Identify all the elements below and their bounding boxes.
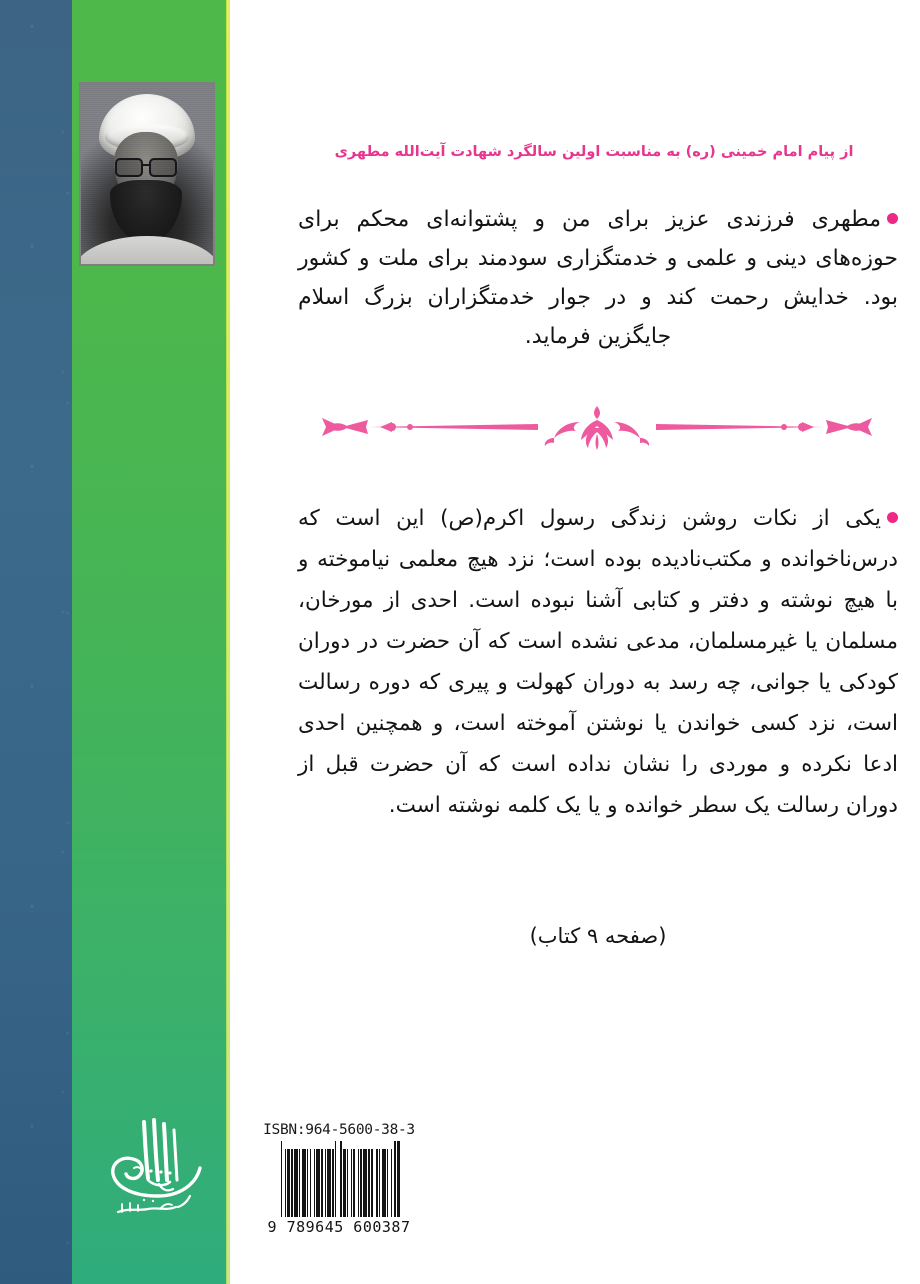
spine-texture	[0, 0, 72, 1284]
bullet-dot-icon	[887, 213, 898, 224]
isbn-text: ISBN:964-5600-38-3	[263, 1122, 415, 1138]
page-reference: (صفحه ۹ کتاب)	[529, 924, 667, 948]
quote-text-1: مطهری فرزندی عزیز برای من و پشتوانه‌ای محکم برای حوزه‌های دینی و علمی و خدمتگزاری سودمند برای ملت و کشور بود. خدایش رحمت کند و در جوار خدمتگزاران بزرگ اسلام جایگزین فرماید.	[298, 207, 898, 349]
barcode-bars	[248, 1141, 430, 1217]
content-area	[230, 0, 920, 1284]
spine-strip	[0, 0, 72, 1284]
ean-digits: 9 789645 600387	[267, 1218, 411, 1236]
ornamental-divider	[292, 398, 902, 456]
publisher-logo	[104, 1108, 208, 1233]
photo-grain-overlay	[81, 84, 213, 264]
quote-block-1	[298, 200, 898, 356]
barcode-block	[248, 1122, 430, 1236]
quote-block-2	[298, 498, 898, 826]
author-portrait-photo	[79, 82, 215, 266]
quote-text-2: یکی از نکات روشن زندگی رسول اکرم(ص) این است که درس‌ناخوانده و مکتب‌نادیده بوده است؛ نزد هیچ معلمی نیاموخته و با هیچ نوشته و دفتر و کتابی آشنا نبوده است. احدی از مورخان، مسلمان یا غیرمسلمان، مدعی نشده است که آن حضرت در دوران کودکی یا جوانی، چه رسد به دوران کهولت و پیری که دوره رسالت است، نزد کسی خواندن یا نوشتن آموخته است، و همچنین احدی ادعا نکرده و موردی را نشان نداده است که آن حضرت قبل از دوران رسالت یک سطر خوانده و یا یک کلمه نوشته است.	[298, 506, 898, 818]
bullet-dot-icon	[887, 512, 898, 523]
quote-source-attribution: از پیام امام خمینی (ره) به مناسبت اولین سالگرد شهادت آیت‌الله مطهری	[334, 144, 854, 160]
